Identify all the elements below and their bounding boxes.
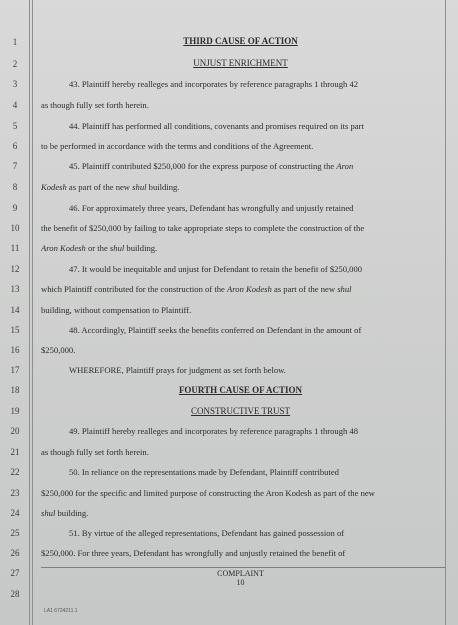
text-run-italic: Aron Kodesh [227,284,272,294]
line-number: 19 [10,406,20,416]
text-line-13 [41,284,440,294]
text-line-23: $250,000 for the specific and limited purpose of constructing the Aron Kodesh as part of the new [41,488,375,498]
line-number: 16 [10,345,20,355]
text-line-4: as though fully set forth herein. [41,100,149,110]
text-run: building. [146,182,180,192]
text-line-6: to be performed in accordance with the terms and conditions of the Agreement. [41,141,314,151]
line-number: 12 [10,264,20,274]
line-number: 28 [10,589,20,599]
text-run: as part of the new [66,182,133,192]
constructive-trust-heading: CONSTRUCTIVE TRUST [190,406,291,416]
text-run-italic: Aron [336,161,354,171]
text-line-16: $250,000. [41,345,76,355]
text-run: or the [85,243,110,253]
text-run-italic: Aron Kodesh [41,243,86,253]
text-run: building. [124,243,158,253]
text-line-3: 43. Plaintiff hereby realleges and incorporates by reference paragraphs 1 through 42 [69,79,359,89]
line-number: 3 [12,79,18,89]
unjust-enrichment-heading: UNJUST ENRICHMENT [193,58,288,68]
line-number: 17 [10,365,20,375]
line-number: 10 [10,223,20,233]
text-run: as part of the new [271,284,338,294]
text-run: building. [55,508,89,518]
text-line-10: the benefit of $250,000 by failing to take appropriate steps to complete the construction of the [41,223,365,233]
document-id: LA1 6724211.1 [44,608,78,614]
left-margin-rule-inner [32,0,33,625]
line-number: 8 [12,182,18,192]
line-number: 9 [12,203,18,213]
text-line-9: 46. For approximately three years, Defendant has wrongfully and unjustly retained [69,203,354,213]
line-number: 21 [10,447,20,457]
line-number: 23 [10,488,20,498]
footer-title: COMPLAINT [217,569,264,578]
line-number: 1 [12,37,18,47]
line-number: 5 [12,121,18,131]
fourth-cause-heading: FOURTH CAUSE OF ACTION [178,385,303,395]
text-line-5: 44. Plaintiff has performed all conditions, covenants and promises required on its part [69,121,364,131]
line-number: 15 [10,325,20,335]
text-line-20: 49. Plaintiff hereby realleges and incorporates by reference paragraphs 1 through 48 [69,426,359,436]
text-line-22: 50. In reliance on the representations made by Defendant, Plaintiff contributed [69,467,339,477]
line-number: 25 [10,528,20,538]
line-number: 13 [10,284,20,294]
line-number: 11 [10,243,20,253]
line-number: 4 [12,100,18,110]
line-number: 18 [10,385,20,395]
text-line-8 [41,182,440,192]
text-run: which Plaintiff contributed for the construction of the [41,284,227,294]
text-line-7 [41,161,440,171]
line-number: 27 [10,568,20,578]
line-number: 20 [10,426,20,436]
text-line-17: WHEREFORE, Plaintiff prays for judgment as set forth below. [69,365,286,375]
line-number: 7 [12,161,18,171]
left-margin-rule [29,0,30,625]
text-run-italic: shul [132,182,147,192]
footer-page-number: 10 [236,578,245,587]
line-number: 24 [10,508,20,518]
text-line-14: building, without compensation to Plaintiff. [41,305,192,315]
text-run-italic: Kodesh [41,182,67,192]
text-line-26: $250,000. For three years, Defendant has wrongfully and unjustly retained the benefit of [41,548,346,558]
text-line-24 [41,508,440,518]
text-run: 45. Plaintiff contributed $250,000 for the express purpose of constructing the [69,161,337,171]
text-line-25: 51. By virtue of the alleged representations, Defendant has gained possession of [69,528,345,538]
text-line-21: as though fully set forth herein. [41,447,149,457]
third-cause-heading: THIRD CAUSE OF ACTION [183,36,298,46]
footer-rule [41,567,445,568]
text-run-italic: shul [109,243,125,253]
line-number: 26 [10,548,20,558]
text-line-11 [41,243,440,253]
line-number: 14 [10,305,20,315]
text-run-italic: shul [41,508,56,518]
text-run-italic: shul [337,284,352,294]
text-line-12: 47. It would be inequitable and unjust for Defendant to retain the benefit of $250,000 [69,264,363,274]
line-number: 6 [12,141,18,151]
line-number: 22 [10,467,20,477]
line-number: 2 [12,59,18,69]
text-line-15: 48. Accordingly, Plaintiff seeks the benefits conferred on Defendant in the amount of [69,325,362,335]
right-margin-rule [445,0,446,625]
